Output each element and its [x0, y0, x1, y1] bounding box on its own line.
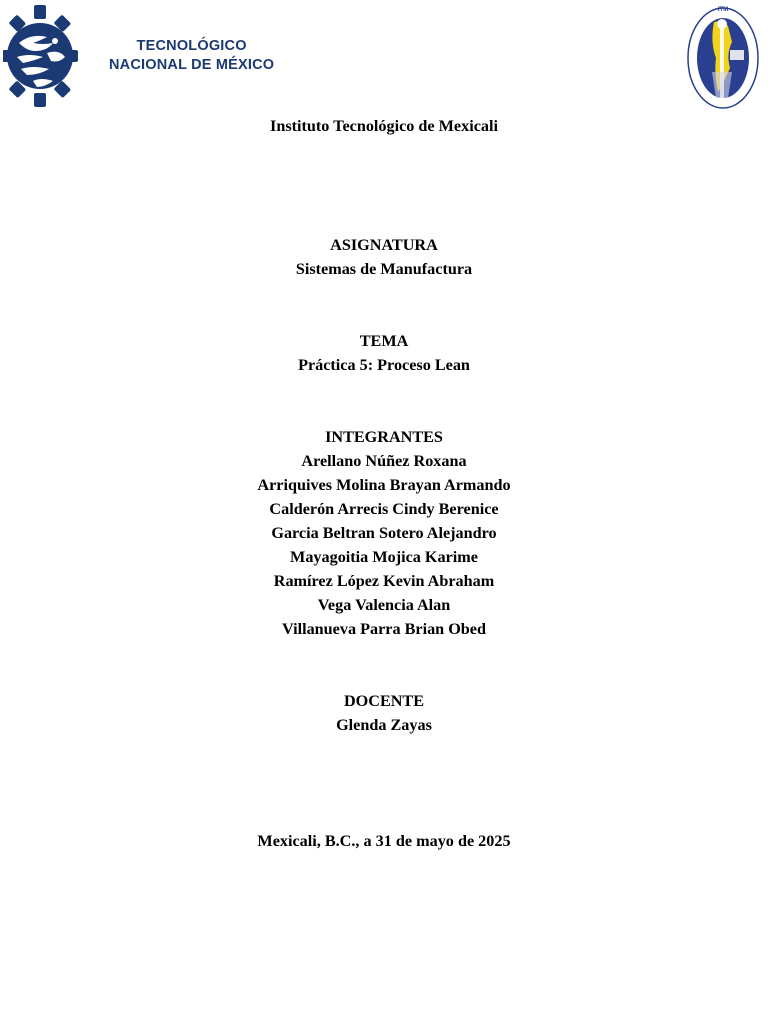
member-name: Calderón Arrecis Cindy Berenice	[269, 500, 499, 518]
member-name: Villanueva Parra Brian Obed	[282, 620, 486, 638]
teacher-heading: DOCENTE	[343, 692, 425, 710]
topic-value: Práctica 5: Proceso Lean	[298, 356, 470, 374]
member-name: Garcia Beltran Sotero Alejandro	[271, 524, 497, 542]
place-date: Mexicali, B.C., a 31 de mayo de 2025	[257, 832, 511, 850]
subject-heading: ASIGNATURA	[330, 236, 438, 254]
members-heading: INTEGRANTES	[325, 428, 443, 446]
member-name: Vega Valencia Alan	[317, 596, 451, 614]
member-name: Mayagoitia Mojica Karime	[290, 548, 478, 566]
tecnm-wordmark-line1: TECNOLÓGICO	[136, 38, 247, 54]
tecnm-wordmark	[109, 37, 274, 75]
svg-text:ITM: ITM	[717, 7, 729, 13]
tecnm-emblem-icon	[3, 3, 79, 109]
itm-seal-logo	[684, 2, 762, 110]
topic-heading: TEMA	[359, 332, 409, 350]
teacher-value: Glenda Zayas	[336, 716, 432, 734]
tecnm-logo	[3, 3, 275, 109]
institution-name: Instituto Tecnológico de Mexicali	[270, 117, 498, 135]
tecnm-wordmark-line2: NACIONAL DE MÉXICO	[109, 57, 275, 73]
itm-seal-icon	[684, 2, 762, 110]
member-name: Arellano Núñez Roxana	[301, 452, 467, 470]
subject-value: Sistemas de Manufactura	[295, 260, 473, 278]
member-name: Arriquives Molina Brayan Armando	[257, 476, 511, 494]
member-name: Ramírez López Kevin Abraham	[273, 572, 495, 590]
